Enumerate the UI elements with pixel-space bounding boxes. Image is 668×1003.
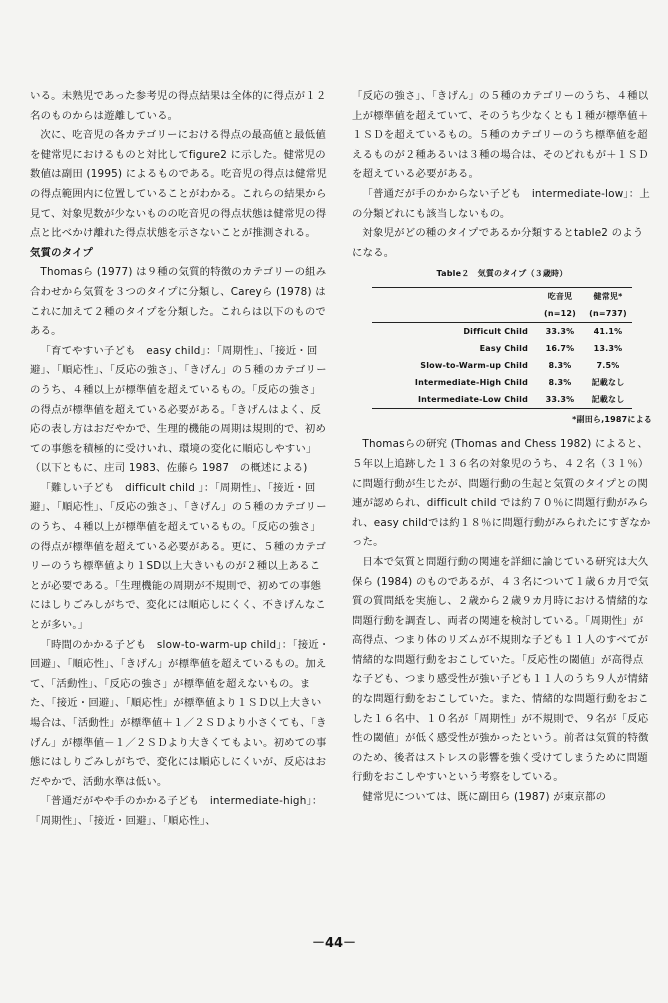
paragraph: Thomasらの研究 (Thomas and Chess 1982) によると、５年以上追跡した１３６名の対象児のうち、４２名（３１％）に問題行動が生じたが、問題行動の生起と気質のタイプとの関連が認められ、difficult child では約７０％に問題行動がみられ、easy childでは約１８％に問題行動がみられたにすぎなかった。	[352, 438, 651, 549]
table-n-row	[372, 305, 632, 323]
row-label: Easy Child	[479, 344, 528, 354]
paragraph: 対象児がどの種のタイプであるか分類するとtable2 のようになる。	[352, 227, 644, 259]
page-number: －44－	[311, 936, 357, 951]
table-caption: Table２ 気質のタイプ（３歳時）	[436, 269, 568, 279]
row-label: Intermediate-Low Child	[372, 391, 536, 409]
cell-normal: 13.3%	[593, 344, 623, 354]
left-column	[30, 87, 330, 832]
table-row	[372, 374, 632, 391]
cell-stutter: 33.3%	[545, 327, 575, 337]
cell-normal: 41.1%	[593, 327, 623, 337]
cell-stutter: 8.3%	[548, 361, 572, 371]
paragraph: 「育てやすい子ども easy child」：「周期性」、「接近・回避」、「順応性」、「反応の強さ」、「きげん」の５種のカテゴリーのうち、４種以上が標準値を超えているもの。「反応の強さ」の得点が標準値を超えている必要がある。「きげんはよく、反応の表し方はおだやかで、生理的機能の周期は規則的で、初めての事態を積極的に受けいれ、環境の変化に順応しやすい」（以下ともに、庄司 1983、佐藤ら 1987 の概述による)	[30, 344, 327, 475]
table-row	[372, 340, 632, 357]
paragraph: 健常児については、既に副田ら (1987) が東京都の	[362, 791, 607, 804]
cell-normal: 記載なし	[584, 391, 632, 409]
table-row	[372, 357, 632, 374]
col-header-normal: 健常児*	[584, 288, 632, 306]
cell-normal: 7.5%	[596, 361, 620, 371]
table-row	[372, 391, 632, 409]
cell-normal: 記載なし	[591, 378, 625, 388]
paragraph: 「時間のかかる子ども slow-to-warm-up child」：「接近・回避」、「順応性」、「きげん」が標準値を超えているもの。加えて、「活動性」、「反応の強さ」が標準値を超えないもの。また、「接近・回避」、「順応性」が標準値より１ＳＤ以上大きい場合は、「活動性」が標準値＋１／２ＳＤより小さくても、「きげん」が標準値－１／２ＳＤより大きくてもよい。初めての事態にはしりごみしがちで、変化には順応しにくいが、反応はおだやかで、活動水準は低い。	[30, 638, 330, 788]
paragraph: いる。未熟児であった参考児の得点結果は全体的に得点が１２名のものからは遊離している。	[30, 90, 327, 122]
temperament-table	[372, 287, 632, 409]
cell-stutter: 8.3%	[548, 378, 572, 388]
paragraph: Thomasら (1977) は９種の気質的特徴のカテゴリーの組み合わせから気質を３つのタイプに分類し、Careyら (1978) はこれに加えて２種のタイプを分類した。これらは以下のものである。	[30, 266, 327, 338]
row-label: Difficult Child	[463, 327, 528, 337]
n-stutter: (n=12)	[536, 305, 584, 323]
table-row	[372, 323, 632, 341]
row-label: Intermediate-High Child	[414, 378, 528, 388]
paragraph: 「普通だがやや手のかかる子ども intermediate-high」：「周期性」、「接近・回避」、「順応性」、	[30, 795, 323, 827]
paragraph: 「難しい子ども difficult child 」：「周期性」、「接近・回避」、「順応性」、「反応の強さ」、「きげん」の５種のカテゴリーのうち、４種以上が標準値を超えているもの。「反応の強さ」の得点が標準値を超えている必要がある。更に、５種のカテゴリーのうち標準値より１SD以上大きいものが２種以上あることが必要である。「生理機能の周期が不規則で、初めての事態にはしりごみしがちで、変化には順応しにくく、不きげんなことが多い。」	[30, 481, 327, 632]
row-label: Slow-to-Warm-up Child	[420, 361, 528, 371]
right-column	[352, 87, 652, 808]
cell-stutter: 16.7%	[545, 344, 575, 354]
paragraph: 日本で気質と問題行動の関連を詳細に論じている研究は大久保ら (1984) のものであるが、４３名について１歳６カ月で気質の質問紙を実施し、２歳から２歳９カ月時における情緒的な問題行動を調査し、両者の関連を検討している。「周期性」が高得点、つまり体のリズムが不規則な子ども１１人のすべてが情緒的な問題行動をおこしていた。「反応性の閾値」が高得点な子ども、つまり感受性が強い子ども１１人のうち９人が情緒的な問題行動をおこしていた。また、情緒的な問題行動をおこした１６名中、１０名が「周期性」が不規則で、９名が「反応性の閾値」が低く感受性が強かったという。前者は気質的特徴のため、後者はストレスの影響を強く受けてしまうために問題行動をおこしやすいという考察をしている。	[352, 555, 649, 784]
table-note: *副田ら,1987による	[572, 415, 652, 425]
paragraph: 「反応の強さ」、「きげん」の５種のカテゴリーのうち、４種以上が標準値を超えていて、そのうち少なくとも１種が標準値＋１ＳＤを超えているもの。５種のカテゴリーのうち標準値を超えるものが２種あるいは３種の場合は、そのどれもが＋１ＳＤを超えている必要がある。	[352, 90, 649, 181]
cell-stutter: 33.3%	[536, 391, 584, 409]
paragraph: 次に、吃音児の各カテゴリーにおける得点の最高値と最低値を健常児におけるものと対比してfigure2 に示した。健常児の数値は副田 (1995) によるものである。吃音児の得点は健常児の得点範囲内に位置していることがわかる。これらの結果から見て、対象児数が少ないものの吃音児の得点状態は健常児の得点と比べかけ離れた得点状態を示さないことが推測される。	[30, 129, 327, 240]
col-header-stutter: 吃音児	[536, 288, 584, 306]
table-header-row	[372, 288, 632, 306]
paragraph: 「普通だが手のかからない子ども intermediate-low」：上の分類どれにも該当しないもの。	[352, 187, 650, 220]
section-heading: 気質のタイプ	[30, 246, 94, 259]
n-normal: (n=737)	[584, 305, 632, 323]
